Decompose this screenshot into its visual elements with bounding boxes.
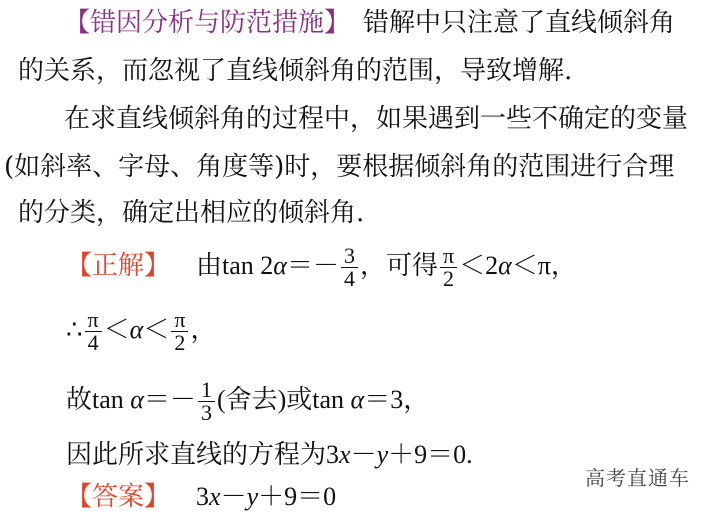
fraction-denominator: 2 [443, 265, 455, 291]
alpha-symbol: α [273, 251, 287, 280]
watermark: 高考直通车 [585, 466, 690, 490]
analysis-line-2: 的关系，而忽视了直线倾斜角的范围，导致增解. [18, 56, 573, 86]
alpha-symbol: α [350, 385, 365, 414]
var-x: x [339, 440, 351, 469]
answer-coeff: 3 [196, 482, 210, 511]
solution-step2-end: ， [190, 315, 217, 345]
fraction-numerator: π [440, 245, 457, 268]
solution-step3-end: ＝3， [364, 385, 430, 414]
solution-line-2 [66, 306, 216, 354]
alpha-symbol: α [498, 251, 512, 280]
var-x: x [209, 482, 221, 511]
answer-end: ＋9＝0 [258, 482, 337, 511]
solution-line-3 [66, 376, 429, 424]
fraction-numerator: π [171, 309, 188, 332]
fraction-numerator: π [85, 309, 102, 332]
fraction-3-4 [341, 242, 358, 291]
equals-minus: ＝－ [143, 385, 196, 414]
minus-sign: － [220, 482, 247, 511]
alpha-symbol: α [129, 315, 144, 344]
fraction-numerator: 1 [198, 379, 215, 402]
therefore-symbol: ∴ [66, 315, 83, 344]
fraction-pi-2 [171, 306, 188, 355]
solution-step4-prefix: 因此所求直线的方程为3 [66, 440, 340, 469]
solution-tag: 【正解】 [66, 251, 171, 281]
equals-minus: ＝－ [286, 251, 339, 280]
analysis-line-5: 的分类，确定出相应的倾斜角. [18, 198, 365, 228]
solution-line-1 [66, 242, 577, 290]
analysis-line-3: 在求直线倾斜角的过程中，如果遇到一些不确定的变量 [64, 104, 689, 134]
fraction-denominator: 2 [174, 329, 186, 355]
fraction-numerator: 3 [341, 245, 358, 268]
less-than-2: ＜2 [459, 251, 499, 280]
fraction-denominator: 3 [200, 399, 212, 425]
minus-sign: － [350, 440, 377, 469]
solution-step3-prefix: 故tan [66, 385, 131, 414]
less-than: ＜ [143, 315, 170, 344]
fraction-denominator: 4 [87, 329, 99, 355]
answer-line [66, 482, 336, 512]
fraction-1-3 [198, 376, 215, 425]
var-y: y [246, 482, 259, 511]
analysis-line-4: (如斜率、字母、角度等)时，要根据倾斜角的范围进行合理 [4, 152, 675, 182]
solution-step1-end: ＜π， [511, 251, 577, 280]
solution-line-4 [66, 440, 473, 470]
solution-step1-prefix: 由tan 2 [196, 251, 274, 280]
less-than: ＜ [103, 315, 130, 344]
analysis-line-1 [64, 8, 675, 38]
solution-step3-mid: (舍去)或tan [216, 385, 351, 414]
solution-step4-end: ＋9＝0. [388, 440, 473, 469]
alpha-symbol: α [130, 385, 144, 414]
answer-tag: 【答案】 [66, 482, 171, 512]
fraction-pi-4 [85, 306, 102, 355]
var-y: y [376, 440, 389, 469]
analysis-tag: 【错因分析与防范措施】 [64, 8, 338, 38]
solution-step1-mid: ，可得 [359, 251, 438, 281]
fraction-denominator: 4 [343, 265, 355, 291]
analysis-text-1: 错解中只注意了直线倾斜角 [337, 8, 676, 38]
fraction-pi-2 [440, 242, 457, 291]
